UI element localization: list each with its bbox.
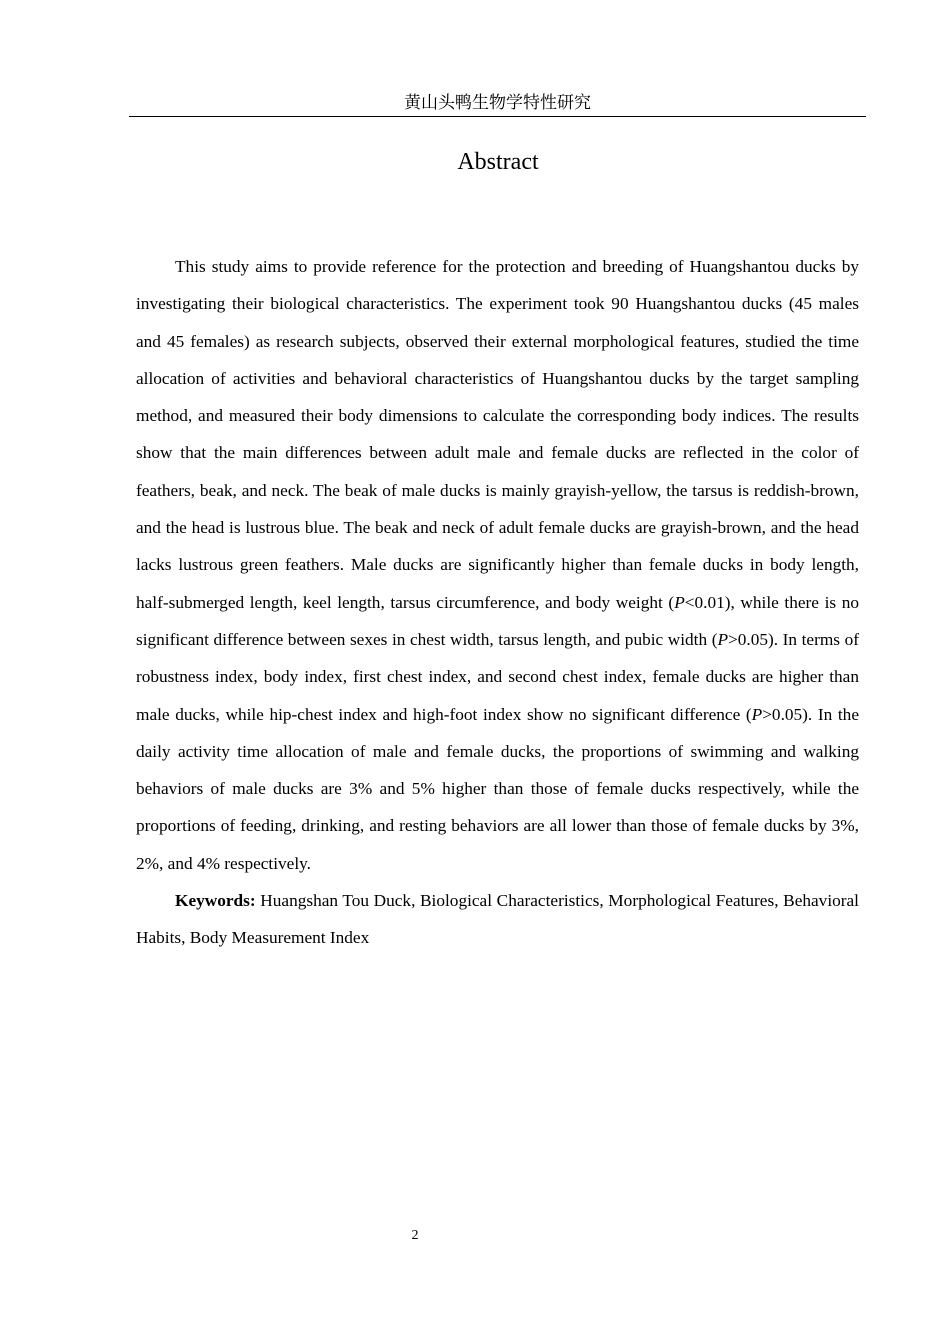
p-value-symbol: P xyxy=(751,704,763,724)
abstract-paragraph: This study aims to provide reference for the protection and breeding of Huangshantou ducks by investigating their biological characteristics. The experiment took 90 Huangshantou ducks (45 males and 45 females) as research subjects, observed their external morphological features, studied the time allocation of activities and behavioral characteristics of Huangshantou ducks by the target sampling method, and measured their body dimensions to calculate the corresponding body indices. The results show that the main differences between adult male and female ducks are reflected in the color of feathers, beak, and neck. The beak of male ducks is mainly grayish-yellow, the tarsus is reddish-brown, and the head is lustrous blue. The beak and neck of adult female ducks are grayish-brown, and the head lacks lustrous green feathers. Male ducks are significantly higher than female ducks in body length, half-submerged length, keel length, tarsus circumference, and body weight (P<0.01), while there is no significant difference between sexes in chest width, tarsus length, and pubic width (P>0.05). In terms of robustness index, body index, first chest index, and second chest index, female ducks are higher than male ducks, while hip-chest index and high-foot index show no significant difference (P>0.05). In the daily activity time allocation of male and female ducks, the proportions of swimming and walking behaviors of male ducks are 3% and 5% higher than those of female ducks respectively, while the proportions of feeding, drinking, and resting behaviors are all lower than those of female ducks by 3%, 2%, and 4% respectively. xyxy=(136,257,859,873)
running-header xyxy=(129,92,866,117)
abstract-body xyxy=(136,248,859,957)
p-value-symbol: P xyxy=(717,629,729,649)
keywords-text: Huangshan Tou Duck, Biological Characteristics, Morphological Features, Behavioral Habits, Body Measurement Index xyxy=(136,891,859,948)
keywords-paragraph xyxy=(136,882,859,957)
p-value-symbol: P xyxy=(674,592,685,612)
running-title: 黄山头鸭生物学特性研究 xyxy=(404,93,591,113)
keywords-label: Keywords: xyxy=(175,891,256,911)
abstract-title: Abstract xyxy=(457,149,539,175)
page-number: 2 xyxy=(411,1228,419,1243)
